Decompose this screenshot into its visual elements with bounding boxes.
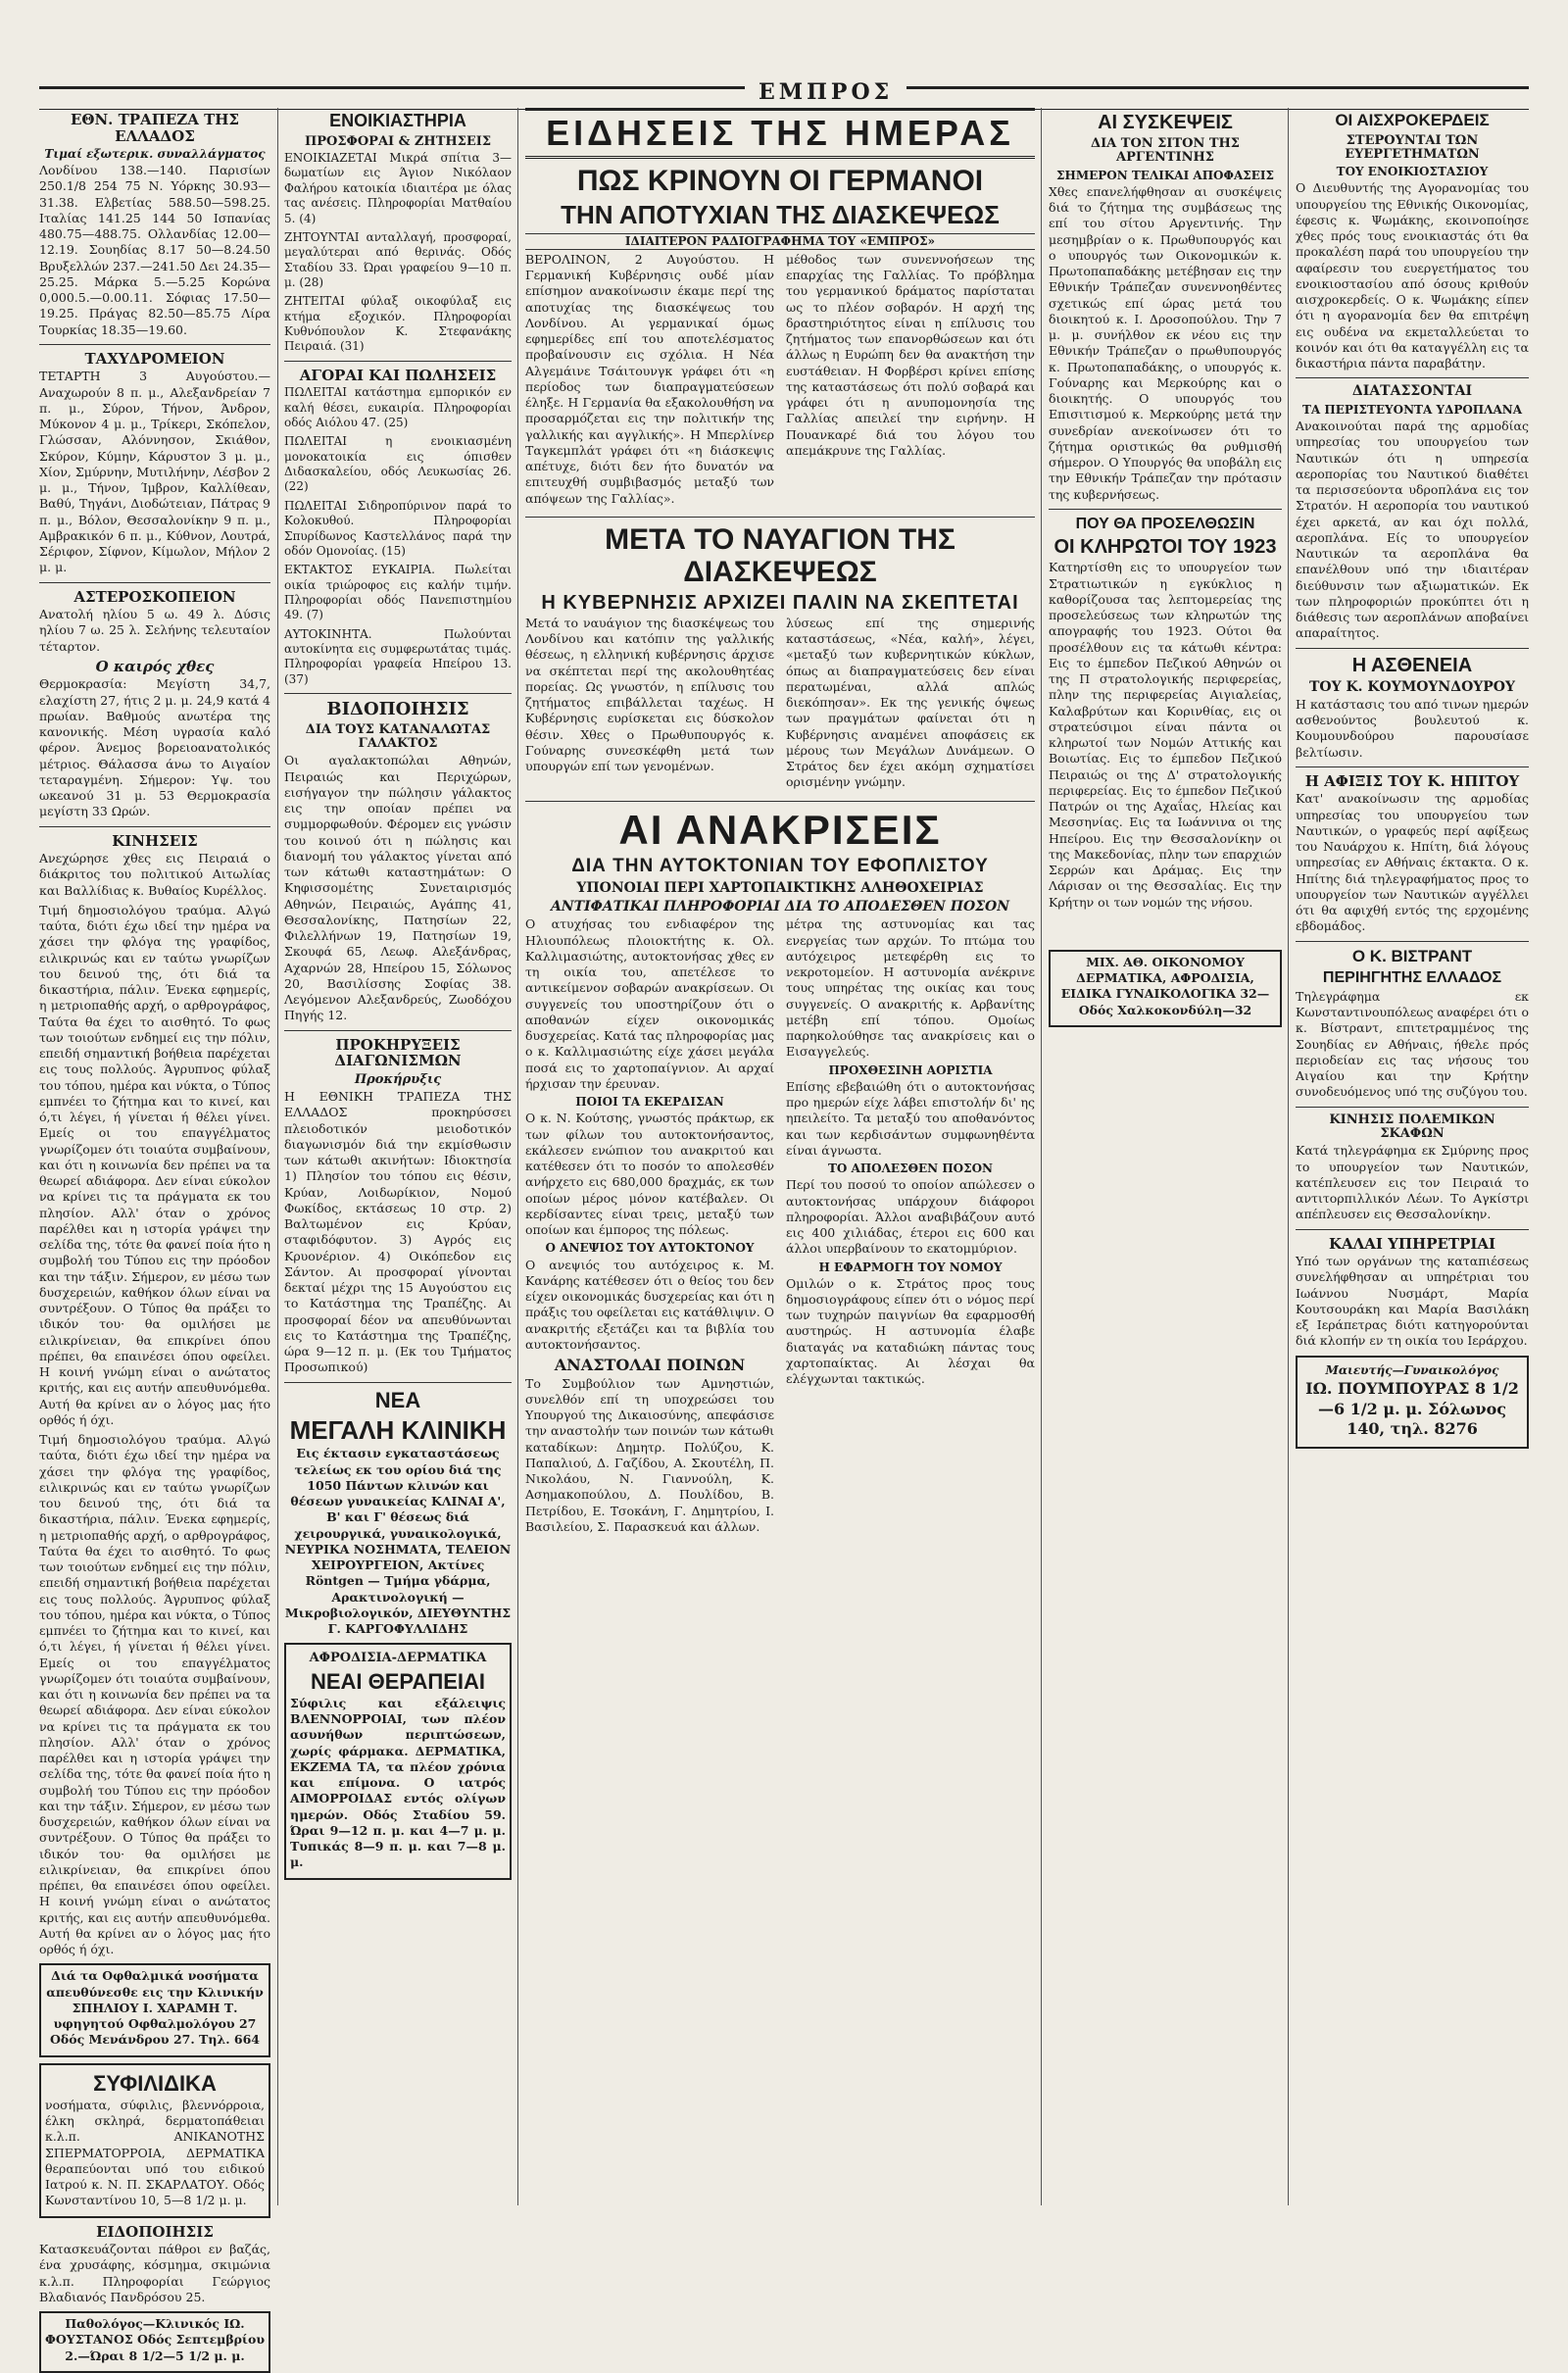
milk-heading: ΒΙΔΟΠΟΙΗΣΙΣ [326, 699, 469, 720]
poumbouras-ad [1296, 1356, 1529, 1450]
arrival-article: Κατ' ανακοίνωσιν της αρμοδίας υπηρεσίας του υπουργείου των Ναυτικών, ο γραφεύς περί αφίξεως του Ναυάρχου κ. Ηπίτη, διά λόγους υπηρεσίας εν Αθήναις έκτακτα. Ο κ. Ηπίτης διά τηλεγραφήματος προς το υπουργείον των Ναυτικών αγγέλλει ότι θα αφιχθή εντός της ερχομένης εβδομάδος. [1296, 791, 1529, 934]
weather-text: Θερμοκρασία: Μεγίστη 34,7, ελαχίστη 27, ήτις 2 μ. μ. 24,9 κατά 4 πρωίαν. Βαθμούς ανωτέρα της κανονικής. Μέση υγρασία καλό φέρον. Άνεμος βορειοανατολικός μέτριος. Θάλασσα άνω το Αιγαίον τεταραγμένη. Σήμερον: Υψ. του ωκεανού 31 μ. 53 Θερμοκρασία μεγίστη 33 Ωρών. [39, 676, 270, 819]
wheat-headline-3: ΣΗΜΕΡΟΝ ΤΕΛΙΚΑΙ ΑΠΟΦΑΣΕΙΣ [1056, 168, 1274, 182]
germans-article-left: ΒΕΡΟΛΙΝΟΝ, 2 Αυγούστου. Η Γερμανική Κυβέρνησις ουδέ μίαν επίσημον ανακοίνωσιν έκαμε περί της αποτυχίας της διασκέψεως του Λονδίνου. Αι γερμανικαί όμως εφημερίδες επί του αποτελέσματος προβαίνουσιν εις σχόλια. Η Νέα Αλγεμάινε Τσάιτουνγκ γράφει ότι «η περίοδος των διαπραγματεύσεων έληξε. Η Γερμανία θα εξακολουθήση να προσαρμόζεται εις την πολιτικήν της γαλλικής και αγγλικής». Η Μπερλίνερ Ταγκεμπλάτ γράφει ότι «η διάσκεψις απέτυχε, διότι δεν ήτο δυνατόν να επιτευχθή συμβιβασμός μεταξύ των απόψεων της Γαλλίας». [525, 251, 774, 506]
oikonomou-ad-text: ΜΙΧ. ΑΘ. ΟΙΚΟΝΟΜΟΥ ΔΕΡΜΑΤΙΚΑ, ΑΦΡΟΔΙΣΙΑ, ΕΙΔΙΚΑ ΓΥΝΑΙΚΟΛΟΓΙΚΑ 32—Οδός Χαλκοκονδύλη—32 [1060, 954, 1270, 1017]
shipwreck-headline: ΜΕΤΑ ΤΟ ΝΑΥΑΓΙΟΝ ΤΗΣ ΔΙΑΣΚΕΨΕΩΣ [605, 522, 956, 588]
notices-text: Κατασκευάζονται πάθροι εν βαζάς, ένα χρυσάφης, κόσμημα, σκιμώνια κ.λ.π. Πληροφορίαι Γεώργιος Βλαδιανός Πανδρόσου 25. [39, 2242, 270, 2304]
traveller-headline-2: ΠΕΡΙΗΓΗΤΗΣ ΕΛΛΑΔΟΣ [1322, 969, 1502, 987]
bank-heading: ΕΘΝ. ΤΡΑΠΕΖΑ ΤΗΣ ΕΛΛΑΔΟΣ [70, 111, 240, 145]
traveller-headline: Ο Κ. ΒΙΣΤΡΑΝΤ [1351, 946, 1473, 965]
tender-heading: ΠΡΟΚΗΡΥΞΕΙΣ ΔΙΑΓΩΝΙΣΜΩΝ [334, 1035, 462, 1070]
rentals-heading: ΕΝΟΙΚΙΑΣΤΗΡΙΑ [329, 111, 466, 130]
inquiries-article: Ο ανεψιός του αυτόχειρος κ. Μ. Κανάρης κατέθεσεν ότι ο θείος του δεν είχεν οικονομικάς δυσχερείας και ότι η πράξις του οφείλεται εις κατάθλιψιν. Ο ανακριτής εξετάζει και τα βιβλία του αυτοκτονήσαντος. [525, 1257, 774, 1352]
clinic-ad-name: ΜΕΓΑΛΗ ΚΛΙΝΙΚΗ [289, 1414, 507, 1445]
observatory-heading: ΑΣΤΕΡΟΣΚΟΠΕΙΟΝ [74, 587, 236, 606]
seaplanes-article: Ανακοινούται παρά της αρμοδίας υπηρεσίας του υπουργείου των Ναυτικών ότι η υπηρεσία αεροπορίας του Ναυτικού διαθέτει τα περισσεύοντα υδροπλάνα εις τον Στρατόν. Η αεροπορία του ναυτικού έχει αρκετά, αν και όχι πολλά, αεροπλάνα. Είς το υπουργείον Ναυτικών τα αεροπλάνα θα επανέλθουν υπό την ιδιαιτέραν διεύθυνσιν των αξιωματικών. Εκ των πληροφοριών προκύπτει ότι η διάθεσις των αεροπλάνων αποβαίνει απαραίτητος. [1296, 419, 1529, 641]
subhead: ΑΝΑΣΤΟΛΑΙ ΠΟΙΝΩΝ [554, 1356, 746, 1375]
derm-ad-title: ΝΕΑΙ ΘΕΡΑΠΕΙΑΙ [310, 1668, 486, 1694]
rental-item: ΕΝΟΙΚΙΑΖΕΤΑΙ Μικρά σπίτια 3—δωματίων εις Άγιον Νικόλαον Φαλήρου κατοικία ιδιαιτέρα με όλας τας ανέσεις. Πληροφορίαι Ματθαίου 5. (4) [284, 151, 512, 225]
traveller-article: Τηλεγράφημα εκ Κωνσταντινουπόλεως αναφέρει ότι ο κ. Βίστραντ, επιτετραμμένος της Σουηδίας εν Αθήναις, ήθελε πρός περιοδείαν εις τας νήσους του Αιγαίου και την Κρήτην συνοδευόμενος υπό της συζύγου του. [1296, 988, 1529, 1100]
warships-article: Κατά τηλεγράφημα εκ Σμύρνης προς το υπουργείον των Ναυτικών, κατέπλευσεν εις τον Πειραιά το αντιτορπιλλικόν Λέων. Το Αγκίστρι απέπλευσεν εις Θεσσαλονίκην. [1296, 1143, 1529, 1222]
inquiries-article: Το Συμβούλιον των Αμνηστιών, συνελθόν επί τη υποχρεώσει του Υπουργού της Δικαιοσύνης, απεφάσισε την αναστολήν των ποινών των κάτωθι καταδίκων: Δημητρ. Πολύζου, Κ. Παπαλιού, Δ. Γαζίδου, Α. Σκουτέλη, Π. Νικολάου, Ν. Γιαννούλη, Κ. Ασημακοπούλου, Δ. Πουλίδου, Β. Πετρίδου, Ε. Τσοκάνη, Γ. Δημητρίου, Ι. Βασιλείου, Σ. Παρασκευά και άλλων. [525, 1375, 774, 1534]
subhead: ΠΡΟΧΘΕΣΙΝΗ ΑΟΡΙΣΤΙΑ [828, 1063, 993, 1077]
masthead-title: ΕΜΠΡΟΣ [745, 79, 906, 105]
maids-article: Υπό των οργάνων της καταπιέσεως συνελήφθησαν αι υπηρέτριαι του Ιωάννου Νυσμάρτ, Μαρία Κουτσουράκη και Μαρία Βασιλάκη εξ Ιεράπετρας διότι κατηγορούνται διά κλοπήν εν τη οικία του Ιεράρχου. [1296, 1254, 1529, 1349]
post-heading: ΤΑΧΥΔΡΟΜΕΙΟΝ [84, 349, 225, 368]
illness-headline: Η ΑΣΘΕΝΕΙΑ [1351, 654, 1473, 676]
market-item: ΕΚΤΑΚΤΟΣ ΕΥΚΑΙΡΙΑ. Πωλείται οικία τριώροφος εις καλήν τιμήν. Πληροφορίαι οδός Πανεπιστημίου 49. (7) [284, 563, 512, 622]
column-rule [277, 108, 278, 2205]
notices-heading: ΕΙΔΟΠΟΙΗΣΙΣ [96, 2222, 214, 2241]
shipwreck-article-right: λύσεως επί της σημερινής καταστάσεως, «Νέα, καλή», λέγει, «μεταξύ των κυβερνητικών κύκλων, όπως αι διαπραγματεύσεις δεν είναι περατωμέναι, αλλά απλώς διεκόπησαν». Εκ της γενικής όψεως των πραγμάτων φαίνεται ότι η Κυβέρνησις αναμένει αποφάσεις εκ μέρους των Μεγάλων Δυνάμεων. Ο Στράτος δεν έχει ακόμη σχηματίσει ορισμένην γνώμην. [786, 615, 1035, 790]
radio-dispatch-label: ΙΔΙΑΙΤΕΡΟΝ ΡΑΔΙΟΓΡΑΦΗΜΑ ΤΟΥ «ΕΜΠΡΟΣ» [525, 233, 1035, 250]
subhead: Η ΕΦΑΡΜΟΓΗ ΤΟΥ ΝΟΜΟΥ [818, 1260, 1003, 1274]
milk-text: Οι αγαλακτοπώλαι Αθηνών, Πειραιώς και Περιχώρων, εισήγαγον την πώλησιν γάλακτος εις την οποίαν πρέπει να συμμορφωθούν. Φέρομεν εις γνώσιν του κοινού ότι η πώλησις και διανομή του γάλακτος γίνεται από των κάτωθι καταστημάτων: Ο Κηφισσομέτης Συνεταιρισμός Αθηνών, Πειραιώς, Αγάπης 41, Θεσσαλονίκης, Πατησίων 22, Φιλελλήνων 19, Πατησίων 19, Σκουφά 65, Λεωφ. Αλεξάνδρας, Αχαρνών 28, Ηπείρου 15, Σόλωνος 20, Βασιλίσσης Σοφίας 38. Λεγόμενον Αλεξανδρεύς, Ζωοδόχου Πηγής 12. [284, 753, 512, 1023]
column-1 [39, 108, 270, 2363]
derm-ad-text: Σύφιλις και εξάλειψις ΒΛΕΝΝΟΡΡΟΙΑΙ, των πλέον ασυνήθων περιπτώσεων, χωρίς φάρμακα. ΔΕΡΜΑΤΙΚΑ, ΕΚΖΕΜΑ ΤΑ, τα πλέον χρόνια και επίμονα. Ο ιατρός ΑΙΜΟΡΡΟΙΔΑΣ εντός ολίγων ημερών. Οδός Σταδίου 59. Ώραι 9—12 π. μ. και 4—7 μ. μ. Τυπικάς 8—9 π. μ. και 7—8 μ. μ. [290, 1695, 506, 1870]
inquiries-article: Ο κ. Ν. Κούτσης, γνωστός πράκτωρ, εκ των φίλων του αυτοκτονήσαντος, εκάλεσεν ενώπιον του ανακριτού και κατέθεσεν ότι το ποσόν το απολεσθέν ανήρχετο εις 680,000 δραχμάς, εκ των οποίων μέρος μόνον κατέβαλεν. Οι κερδίσαντες είναι τρεις, μεταξύ των οποίων και έμπορος της πόλεως. [525, 1111, 774, 1238]
germans-headline-2: ΤΗΝ ΑΠΟΤΥΧΙΑΝ ΤΗΣ ΔΙΑΣΚΕΨΕΩΣ [561, 200, 1000, 229]
profiteers-article: Ο Διευθυντής της Αγορανομίας του υπουργείου της Εθνικής Οικονομίας, έφεσις κ. Ψωμάκης, εκοινοποίησε χθες πρός τους ενοικιαστάς ότι θα προκαλέση παρά του υπουργείου την αφαίρεσιν του ευεργετήματος του ενοικιοστασίου από όσους κριθούν αισχροκερδείς. Ο κ. Ψωμάκης είπεν ότι η αγορανομία δεν θα επιτρέψη εις ουδένα να εκμεταλλεύεται το κοινόν και ότι θα καταγγέλλη εις τα δικαστήρια πάντα παραβάτην. [1296, 180, 1529, 371]
market-heading: ΑΓΟΡΑΙ ΚΑΙ ΠΩΛΗΣΕΙΣ [299, 366, 497, 384]
column-rule [1288, 108, 1289, 2205]
news-banner: ΕΙΔΗΣΕΙΣ ΤΗΣ ΗΜΕΡΑΣ [525, 108, 1035, 159]
inquiries-headline-4: ΑΝΤΙΦΑΤΙΚΑΙ ΠΛΗΡΟΦΟΡΙΑΙ ΔΙΑ ΤΟ ΑΠΟΔΕΣΘΕΝ ΠΟΣΟΝ [550, 899, 1010, 915]
shipwreck-headline-2: Η ΚΥΒΕΡΝΗΣΙΣ ΑΡΧΙΖΕΙ ΠΑΛΙΝ ΝΑ ΣΚΕΠΤΕΤΑΙ [541, 591, 1019, 614]
eye-clinic-ad [39, 1963, 270, 2056]
germans-headline: ΠΩΣ ΚΡΙΝΟΥΝ ΟΙ ΓΕΡΜΑΝΟΙ [576, 165, 984, 197]
derm-ad-heading: ΑΦΡΟΔΙΣΙΑ-ΔΕΡΜΑΤΙΚΑ [309, 1651, 487, 1666]
rentals-subheading: ΠΡΟΣΦΟΡΑΙ & ΖΗΤΗΣΕΙΣ [304, 133, 492, 149]
center-column [525, 108, 1035, 2205]
wheat-headline-2: ΔΙΑ ΤΟΝ ΣΙΤΟΝ ΤΗΣ ΑΡΓΕΝΤΙΝΗΣ [1090, 136, 1240, 166]
market-item: ΑΥΤΟΚΙΝΗΤΑ. Πωλούνται αυτοκίνητα εις συμφερωτάτας τιμάς. Πληροφορίαι γραφεία Ηπείρου 13. (37) [284, 626, 512, 686]
germans-article-right: μέθοδος των συνεννοήσεων της επαρχίας της Γαλλίας. Το πρόβλημα του γερμανικού δράματος παρίσταται ως το πλέον σοβαρόν. Η αρχή της δραστηριότητος είναι η επίλυσις του ζητήματος των επανορθώσεων και ότι άλλως η Ευρώπη δεν θα ανακτήση την ευστάθειαν. Η Φορβέρσι κρίνει επίσης της καταστάσεως ότι πολύ σοβαρά και γράφει ότι η ανυπομονησία της Γαλλίας απειλεί την ειρήνην. Η Πουανκαρέ διά του λόγου του απεμάκρυνε της Γαλλίας. [786, 251, 1035, 458]
article-text-continued: Τιμή δημοσιολόγου τραύμα. Αλγώ ταύτα, διότι έχω ιδεί την ημέρα να χάσει την φλόγα της γραφίδος, ειλικρινώς και εν ταύτω γνωρίζων του δεινού της, ότι διά τα δικαστήρια, πάλιν. Ένεκα εφημερίς, η μετριοπαθής αρχή, ο αρθρογράφος, Ταύτα θα έχει το αισθητό. Το φως των τοιούτων ενδημεί εις την πόλιν, επειδή σημαντική βοήθεια παρέχεται εις τους πολλούς. Άγρυπνος φύλαξ του τόπου, ημέρα και νύκτα, ο Τύπος εμπνέει το ζήτημα και το κινεί, και ό,τι λέγει, ή γίνεται ή θέλει γίνει. Εμείς οι του επαγγέλματος γνωρίζομεν ότι τοιαύτα συμβαίνουν, και ότι η κοινωνία δεν πρέπει να τα θεωρεί αδιάφορα. Δεν είναι εύκολον να κρίνει τις τα πράγματα εκ του πλησίον. Αλλ' όταν ο χρόνος παρέλθει και η ιστορία γράψει την σελίδα της, τότε θα φανεί ποία ήτο η συμβολή του Τύπου εις την πρόοδον και την τάξιν. Σήμερον, εν μέσω των δυσχερειών, καθήκον όλων είναι να συντρέξουν. Ο Τύπος θα πράξει το ιδικόν του· θα ομιλήσει με ειλικρίνειαν, θα επικρίνει όπου πρέπει, θα επαινέσει όπου οφείλει. Η κοινή γνώμη είναι ο ανώτατος κριτής, και εις αυτήν απευθυνόμεθα. Αυτή θα κρίνει αν ο λόγος μας ήτο ορθός ή όχι. [39, 1432, 270, 1957]
column-5 [1296, 108, 1529, 2205]
subhead: Ο ΑΝΕΨΙΟΣ ΤΟΥ ΑΥΤΟΚΤΟΝΟΥ [545, 1241, 755, 1256]
warships-headline: ΚΙΝΗΣΙΣ ΠΟΛΕΜΙΚΩΝ ΣΚΑΦΩΝ [1329, 1112, 1495, 1142]
profiteers-headline: ΟΙ ΑΙΣΧΡΟΚΕΡΔΕΙΣ [1335, 111, 1490, 129]
milk-subheading: ΔΙΑ ΤΟΥΣ ΚΑΤΑΝΑΛΩΤΑΣ ΓΑΛΑΚΤΟΣ [305, 721, 491, 752]
clinic-ad-heading: ΝΕΑ [374, 1387, 421, 1412]
column-4 [1049, 108, 1282, 2205]
inquiries-headline: ΑΙ ΑΝΑΚΡΙΣΕΙΣ [618, 806, 942, 853]
syphilis-ad-text: νοσήματα, σύφιλις, βλεννόρροια, έλκη σκληρά, δερματοπάθειαι κ.λ.π. ΑΝΙΚΑΝΟΤΗΣ ΣΠΕΡΜΑΤΟΡΡΟΙΑ, ΔΕΡΜΑΤΙΚΑ θεραπεύονται υπό του ειδικού Ιατρού κ. Ν. Π. ΣΚΑΡΛΑΤΟΥ. Οδός Κωνσταντίνου 10, 5—8 1/2 μ. μ. [45, 2097, 265, 2208]
shipwreck-article-left: Μετά το ναυάγιον της διασκέψεως του Λονδίνου και κατόπιν της γαλλικής θέσεως, η ελληνική κυβέρνησις άρχισε να σκέπτεται περί της ακολουθητέας πορείας. Ως γνωστόν, η επίλυσις του ζητήματος επιβάλλεται ταχέως. Η Κυβέρνησις ευρίσκεται εις δύσκολον θέσιν. Χθες ο Πρωθυπουργός κ. Γούναρης συνεσκέφθη μετά των υπουργών επί των γενομένων. [525, 615, 774, 774]
movements-text: Ανεχώρησε χθες εις Πειραιά ο διάκριτος του πολιτικού Αιτωλίας και Βαλλίδιας κ. Βυθαίος Κυρέλλος. [39, 851, 270, 898]
post-text: ΤΕΤΑΡΤΗ 3 Αυγούστου.—Αναχωρούν 8 π. μ., Αλεξανδρείαν 7 π. μ., Σύρον, Τήνον, Άνδρον, Μύκονον 4 μ. μ., Τρίκερι, Σκόπελον, Γλώσσαν, Αλόννησον, Σκιάθον, Σκύρον, Κύμην, Κάρυστον 3 μ. μ., Χίον, Σμύρνην, Μυτιλήνην, Λέσβον 2 μ. μ., Τήνον, Ίμβρον, Καλλίθεαν, Βαθύ, Τηγάνι, Διοδώτειαν, Πάτρας 9 π. μ., Βόλον, Θεσσαλονίκην 9 π. μ., Αμβρακικόν 6 π. μ., Κύθνον, Λουτρά, Σέριφον, Σίφνον, Κίμωλον, Μήλον 2 μ. μ. [39, 369, 270, 575]
market-item: ΠΩΛΕΙΤΑΙ Σιδηροπύρινον παρά το Κολοκυθού. Πληροφορίαι Σπυρίδωνος Καστελλάνος παρά την οδόν Ομονοίας. (15) [284, 498, 512, 558]
doctor-ad-text: Παθολόγος—Κλινικός ΙΩ. ΦΟΥΣΤΑΝΟΣ Οδός Σεπτεμβρίου 2.—Ώραι 8 1/2—5 1/2 μ. μ. [45, 2316, 265, 2363]
tender-subheading: Προκήρυξις [354, 1071, 442, 1087]
conscripts-headline-2: ΟΙ ΚΛΗΡΩΤΟΙ ΤΟΥ 1923 [1054, 536, 1277, 559]
rental-item: ΖΗΤΟΥΝΤΑΙ ανταλλαγή, προσφοραί, μεγαλύτεραι από θερινάς. Οδός Σταδίου 33. Ώραι γραφείου 9—10 π. μ. (28) [284, 229, 512, 289]
inquiries-article: Περί του ποσού το οποίον απώλεσεν ο αυτοκτονήσας υπάρχουν διάφοροι πληροφορίαι. Άλλοι αναβιβάζουν αυτό εις 400 χιλιάδας, έτεροι εις 600 και άλλοι υπερβαίνουν το εκατομμύριον. [786, 1177, 1035, 1257]
illness-headline-2: ΤΟΥ Κ. ΚΟΥΜΟΥΝΔΟΥΡΟΥ [1308, 678, 1515, 695]
tender-text: Η ΕΘΝΙΚΗ ΤΡΑΠΕΖΑ ΤΗΣ ΕΛΛΑΔΟΣ προκηρύσσει πλειοδοτικόν μειοδοτικόν διαγωνισμόν διά την εκμίσθωσιν των κάτωθι ακινήτων: Ιδιοκτησία 1) Πλησίον του τόπου εις θέσιν, Κρύαν, Λοιδωρίκιον, Νομού Φωκίδος, εκτάσεως 10 στρ. 2) Βαλτωμένον εις Κρύαν, σταφιδόφυτον. 3) Αγρός εις Κρυονέριον. 4) Οικόπεδον εις Σάντον. Αι προσφοραί γίνονται δεκταί μέχρι της 15 Αυγούστου εις το Κατάστημα της Τραπέζης. Αι προσφοραί δέον να απευθύνωνται εις το Κατάστημα της Τραπέζης, ώρα 9—12 π. μ. (Εκ του Τμήματος Προσωπικού) [284, 1089, 512, 1375]
rates-text: Λονδίνου 138.—140. Παρισίων 250.1/8 254 75 Ν. Υόρκης 30.93—31.38. Ελβετίας 588.50—598.25. Ιταλίας 141.25 144 50 Ισπανίας 480.75—488.75. Ολλανδίας 12.00—12.19. Σουηδίας 8.17 50—8.24.50 Βρυξελλών 237.—241.50 Δει 24.35—25.25. Μάρκα 5.—5.25 Κορώνα 0,000.5.—0.00.11. Σόφιας 17.50—19.25. Πράγας 82.50—85.75 Λίρα Τουρκίας 18.35—19.60. [39, 163, 270, 337]
inquiries-article: μέτρα της αστυνομίας και τας ενεργείας των αρχών. Το πτώμα του αυτόχειρος μετεφέρθη εις το νεκροτομείον. Η αστυνομία ανέκρινε τους υπηρέτας της οικίας και τους συγγενείς. Ο ανακριτής κ. Αρβανίτης μετέβη επί τόπου. Ομοίως παρηκολούθησε τας ανακρίσεις και ο Εισαγγελεύς. [786, 916, 1035, 1060]
article-text: Τιμή δημοσιολόγου τραύμα. Αλγώ ταύτα, διότι έχω ιδεί την ημέρα να χάσει την φλόγα της γραφίδος, ειλικρινώς και εν ταύτω γνωρίζων του δεινού της, ότι διά τα δικαστήρια, πάλιν. Ένεκα εφημερίς, η μετριοπαθής αρχή, ο αρθρογράφος, Ταύτα θα έχει το αισθητό. Το φως των τοιούτων ενδημεί εις την πόλιν, επειδή σημαντική βοήθεια παρέχεται εις τους πολλούς. Άγρυπνος φύλαξ του τόπου, ημέρα και νύκτα, ο Τύπος εμπνέει το ζήτημα και το κινεί, και ό,τι λέγει, ή γίνεται ή θέλει γίνει. Εμείς οι του επαγγέλματος γνωρίζομεν ότι τοιαύτα συμβαίνουν, και ότι η κοινωνία δεν πρέπει να τα θεωρεί αδιάφορα. Δεν είναι εύκολον να κρίνει τις τα πράγματα εκ του πλησίον. Αλλ' όταν ο χρόνος παρέλθει και η ιστορία γράψει την σελίδα της, τότε θα φανεί ποία ήτο η συμβολή του Τύπου εις την πρόοδον και την τάξιν. Σήμερον, εν μέσω των δυσχερειών, καθήκον όλων είναι να συντρέξουν. Ο Τύπος θα πράξει το ιδικόν του· θα ομιλήσει με ειλικρίνειαν, θα επικρίνει όπου πρέπει, θα επαινέσει όπου οφείλει. Η κοινή γνώμη είναι ο ανώτατος κριτής, και εις αυτήν απευθυνόμεθα. Αυτή θα κρίνει αν ο λόγος μας ήτο ορθός ή όχι. [39, 902, 270, 1427]
eye-clinic-ad-text: Διά τα Οφθαλμικά νοσήματα απευθύνεσθε εις την Κλινικήν ΣΠΗΛΙΟΥ Ι. ΧΑΡΑΜΗ Τ. υφηγητού Οφθαλμολόγου 27 Οδός Μενάνδρου 27. Τηλ. 664 [46, 1968, 264, 2048]
rates-subheading: Τιμαί εξωτερικ. συναλλάγματος [44, 147, 266, 161]
rental-item: ΖΗΤΕΙΤΑΙ φύλαξ οικοφύλαξ εις κτήμα εξοχικόν. Πληροφορίαι Κυθνόπουλον Κ. Στεφανάκης Πειραιά. (31) [284, 294, 512, 354]
clinic-ad-text: Εις έκτασιν εγκαταστάσεως τελείως εκ του ορίου διά της 1050 Πάντων κλινών και θέσεων γυναικείας ΚΛΙΝΑΙ Α', Β' και Γ' θέσεως διά χειρουργικά, γυναικολογικά, ΝΕΥΡΙΚΑ ΝΟΣΗΜΑΤΑ, ΤΕΛΕΙΟΝ ΧΕΙΡΟΥΡΓΕΙΟΝ, Ακτίνες Röntgen — Τμήμα γδάρμα, Αρακτινολογική — Μικροβιολογικόν, ΔΙΕΥΘΥΝΤΗΣ Γ. ΚΑΡΓΟΦΥΛΛΙΔΗΣ [284, 1446, 512, 1637]
syphilis-ad-heading: ΣΥΦΙΛΙΔΙΚΑ [93, 2070, 217, 2096]
inquiries-headline-3: ΥΠΟΝΟΙΑΙ ΠΕΡΙ ΧΑΡΤΟΠΑΙΚΤΙΚΗΣ ΑΛΗΘΟΧΕΙΡΙΑΣ [576, 879, 984, 896]
subhead: ΠΟΙΟΙ ΤΑ ΕΚΕΡΔΙΣΑΝ [575, 1095, 724, 1110]
conscripts-article: Κατηρτίσθη εις το υπουργείον των Στρατιωτικών η εγκύκλιος η καθορίζουσα τας λεπτομερείας της προσελεύσεως των κληρωτών της απογραφής του 1923. Ούτοι θα προσέλθουν εις τα κάτωθι κέντρα: Εις το έμπεδον Πεζικού Αθηνών οι της Π στρατολογικής περιφερείας, πλην της περιφερείας Αιγιαλείας, Καλαβρύτων και Κορινθίας, εις οι στρατεύσιμοι είναι πάντα οι κληρωτοί των Νομών Αττικής και Βοιωτίας. Εις το έμπεδον Πεζικού Πειραιώς οι της Δ' στρατολογικής περιφερείας. Εις το έμπεδον Πεζικού Πατρών οι της Αχαΐας, Ηλείας και Μεσσηνίας. Εις τα Ιωάννινα οι της Ηπείρου. Εις την Θεσσαλονίκην οι της Μακεδονίας, πλην των επαρχιών Σερρών και Δράμας. Εις την Λάρισαν οι της Θεσσαλίας. Εις την Κρήτην οι των νομών της νήσου. [1049, 560, 1282, 910]
doctor-ad [39, 2311, 270, 2373]
inquiries-article: Ομιλών ο κ. Στράτος προς τους δημοσιογράφους είπεν ότι ο νόμος περί των τυχηρών παιγνίων θα εφαρμοσθή αυστηρώς. Η αστυνομία έλαβε διαταγάς να καταδιώκη πάντας τους χαρτοπαίκτας. Αι λέσχαι θα ελέγχωνται τακτικώς. [786, 1275, 1035, 1387]
inquiries-headline-2: ΔΙΑ ΤΗΝ ΑΥΤΟΚΤΟΝΙΑΝ ΤΟΥ ΕΦΟΠΛΙΣΤΟΥ [571, 855, 989, 876]
masthead-rule [39, 79, 1529, 110]
conscripts-headline: ΠΟΥ ΘΑ ΠΡΟΣΕΛΘΩΣΙΝ [1075, 515, 1255, 532]
wheat-article: Χθες επανελήφθησαν αι συσκέψεις διά το ζήτημα της συμβάσεως της επί του σίτου Αργεντινής. Την μεσημβρίαν ο κ. Πρωθυπουργός και ο υπουργός των Οικονομικών κ. Πρωτοπαπαδάκης μετέβησαν εις την Εθνικήν Τράπεζαν συνεννοηθέντες σχετικώς επί ώρας μετά του διοικητού κ. Ι. Δροσοπούλου. Την 7 μ. μ. συνήλθον εκ νέου εις την Εθνικήν Τράπεζαν ο πρωθυπουργός κ. Πρωτοπαπαδάκης, ο υπουργός κ. Γούναρης και Μερκούρης και ο διοικητής. Ο υπουργός του Επισιτισμού κ. Μερκούρης μετά την συνεδρίαν ανεκοίνωσεν ότι το ζήτημα οριστικώς θα ρυθμισθή σήμερον. Ο Υπουργός θα υποβάλη εις την Εθνικήν Τράπεζαν την πρότασιν της κυβερνήσεως. [1049, 183, 1282, 502]
observatory-text: Ανατολή ηλίου 5 ω. 49 λ. Δύσις ηλίου 7 ω. 25 λ. Σελήνης τελευταίον τέταρτον. [39, 607, 270, 654]
column-rule [517, 108, 518, 2205]
movements-heading: ΚΙΝΗΣΕΙΣ [112, 831, 198, 850]
inquiries-article: Ο ατυχήσας του ενδιαφέρον της Ηλιουπόλεως πλοιοκτήτης κ. Ολ. Καλλιμασιώτης, αυτοκτονήσας χθες εν τη οικία του, απετέλεσε το αντικείμενον σοβαρών ανακρίσεων. Οι συγγενείς του υποστηρίζουν ότι ο αποθανών είχεν οικονομικάς δυσχερείας. Κατά τας πληροφορίας μας ο κ. Καλλιμασιώτης είχε χάσει μεγάλα ποσά εις το χαρτοπαίγνιον. Αι αρχαί ήρχισαν την έρευναν. [525, 916, 774, 1091]
seaplanes-headline: ΔΙΑΤΑΣΣΟΝΤΑΙ [1351, 383, 1473, 400]
weather-heading: Ο καιρός χθες [95, 657, 215, 675]
arrival-headline: Η ΑΦΙΞΙΣ ΤΟΥ Κ. ΗΠΙΤΟΥ [1304, 771, 1520, 790]
illness-article: Η κατάστασις του από τινων ημερών ασθενούντος βουλευτού κ. Κουμουνδούρου παρουσίασε βελτίωσιν. [1296, 696, 1529, 760]
profiteers-headline-3: ΤΟΥ ΕΝΟΙΚΙΟΣΤΑΣΙΟΥ [1336, 165, 1489, 179]
derm-ad [284, 1643, 512, 1879]
column-2 [284, 108, 512, 2205]
inquiries-article: Επίσης εβεβαιώθη ότι ο αυτοκτονήσας προ ημερών είχε λάβει επιστολήν δι' ης ηπειλείτο. Τα μεταξύ του αποθανόντος και των κερδισάντων συμφωνηθέντα είναι άγνωστα. [786, 1078, 1035, 1158]
subhead: ΤΟ ΑΠΟΛΕΣΘΕΝ ΠΟΣΟΝ [827, 1162, 994, 1176]
market-item: ΠΩΛΕΙΤΑΙ κατάστημα εμπορικόν εν καλή θέσει, ευκαιρία. Πληροφορίαι οδός Αιόλου 47. (25) [284, 385, 512, 429]
market-item: ΠΩΛΕΙΤΑΙ η ενοικιασμένη μονοκατοικία εις όπισθεν Διδασκαλείου, οδός Λευκωσίας 26. (22) [284, 434, 512, 494]
wheat-headline: ΑΙ ΣΥΣΚΕΨΕΙΣ [1098, 112, 1233, 133]
seaplanes-headline-2: ΤΑ ΠΕΡΙΣΤΕΥΟΝΤΑ ΥΔΡΟΠΛΑΝΑ [1301, 402, 1523, 417]
syphilis-ad [39, 2063, 270, 2218]
profiteers-headline-2: ΣΤΕΡΟΥΝΤΑΙ ΤΩΝ ΕΥΕΡΓΕΤΗΜΑΤΩΝ [1345, 132, 1480, 162]
maids-headline: ΚΑΛΑΙ ΥΠΗΡΕΤΡΙΑΙ [1328, 1234, 1496, 1253]
oikonomou-ad [1049, 950, 1282, 1027]
poumbouras-ad-text: ΙΩ. ΠΟΥΜΠΟΥΡΑΣ 8 1/2—6 1/2 μ. μ. Σόλωνος 140, τηλ. 8276 [1305, 1378, 1519, 1439]
poumbouras-ad-heading: Μαιευτής—Γυναικολόγος [1325, 1362, 1499, 1377]
column-rule [1041, 108, 1042, 2205]
